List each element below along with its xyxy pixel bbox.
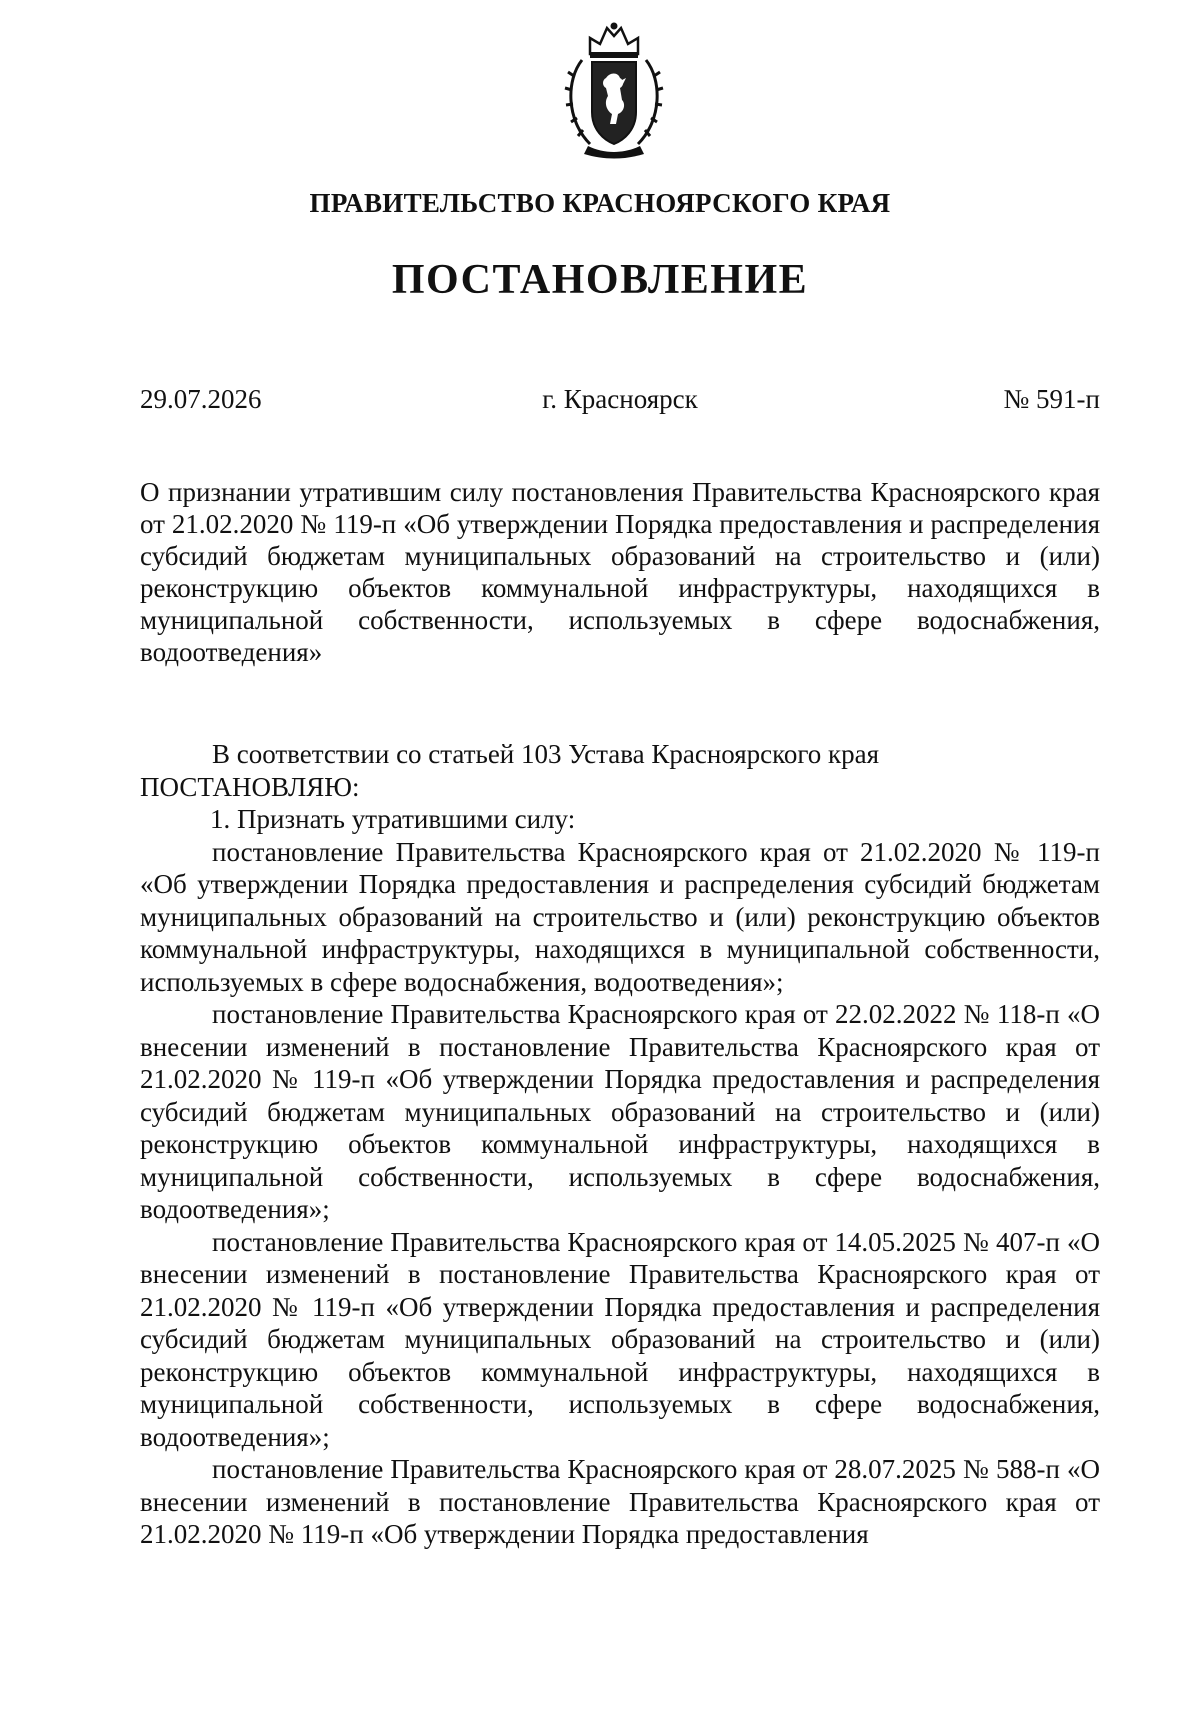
document-body (140, 738, 1100, 1551)
repealed-act: постановление Правительства Красноярского края от 22.02.2022 № 118-п «О внесении изменений в постановление Правительства Красноярского края от 21.02.2020 № 119-п «Об утверждении Порядка предоставления и распределения субсидий бюджетам муниципальных образований на строительство и (или) реконструкцию объектов коммунальной инфраструктуры, находящихся в муниципальной собственности, используемых в сфере водоснабжения, водоотведения»; (140, 999, 1100, 1224)
document-number: № 591-п (1003, 384, 1100, 414)
document-type: ПОСТАНОВЛЕНИЕ (391, 257, 809, 303)
decree-word: ПОСТАНОВЛЯЮ: (140, 771, 360, 802)
repealed-act: постановление Правительства Красноярского края от 28.07.2025 № 588-п «О внесении изменений в постановление Правительства Красноярского края от 21.02.2020 № 119-п «Об утверждении Порядка предоставления (140, 1454, 1100, 1549)
document-date: 29.07.2026 (140, 384, 262, 414)
item-1: 1. Признать утратившими силу: (210, 804, 576, 834)
repealed-act: постановление Правительства Красноярского края от 21.02.2020 № 119-п «Об утверждении Порядка предоставления и распределения субсидий бюджетам муниципальных образований на строительство и (или) реконструкцию объектов коммунальной инфраструктуры, находящихся в муниципальной собственности, используемых в сфере водоснабжения, водоотведения»; (140, 836, 1100, 997)
coat-of-arms-icon (560, 20, 668, 160)
document-title: О признании утратившим силу постановления Правительства Красноярского края от 21.02.2020 № 119-п «Об утверждении Порядка предоставления и распределения субсидий бюджетам муниципальных образований на строительство и (или) реконструкцию объектов коммунальной инфраструктуры, находящихся в муниципальной собственности, используемых в сфере водоснабжения, водоотведения» (140, 477, 1100, 667)
repealed-act: постановление Правительства Красноярского края от 14.05.2025 № 407-п «О внесении изменений в постановление Правительства Красноярского края от 21.02.2020 № 119-п «Об утверждении Порядка предоставления и распределения субсидий бюджетам муниципальных образований на строительство и (или) реконструкцию объектов коммунальной инфраструктуры, находящихся в муниципальной собственности, используемых в сфере водоснабжения, водоотведения»; (140, 1226, 1100, 1452)
organization-name: ПРАВИТЕЛЬСТВО КРАСНОЯРСКОГО КРАЯ (309, 188, 891, 218)
document-meta (140, 384, 1100, 420)
preamble: В соответствии со статьей 103 Устава Красноярского края (212, 739, 880, 769)
document-city: г. Красноярск (542, 384, 698, 414)
